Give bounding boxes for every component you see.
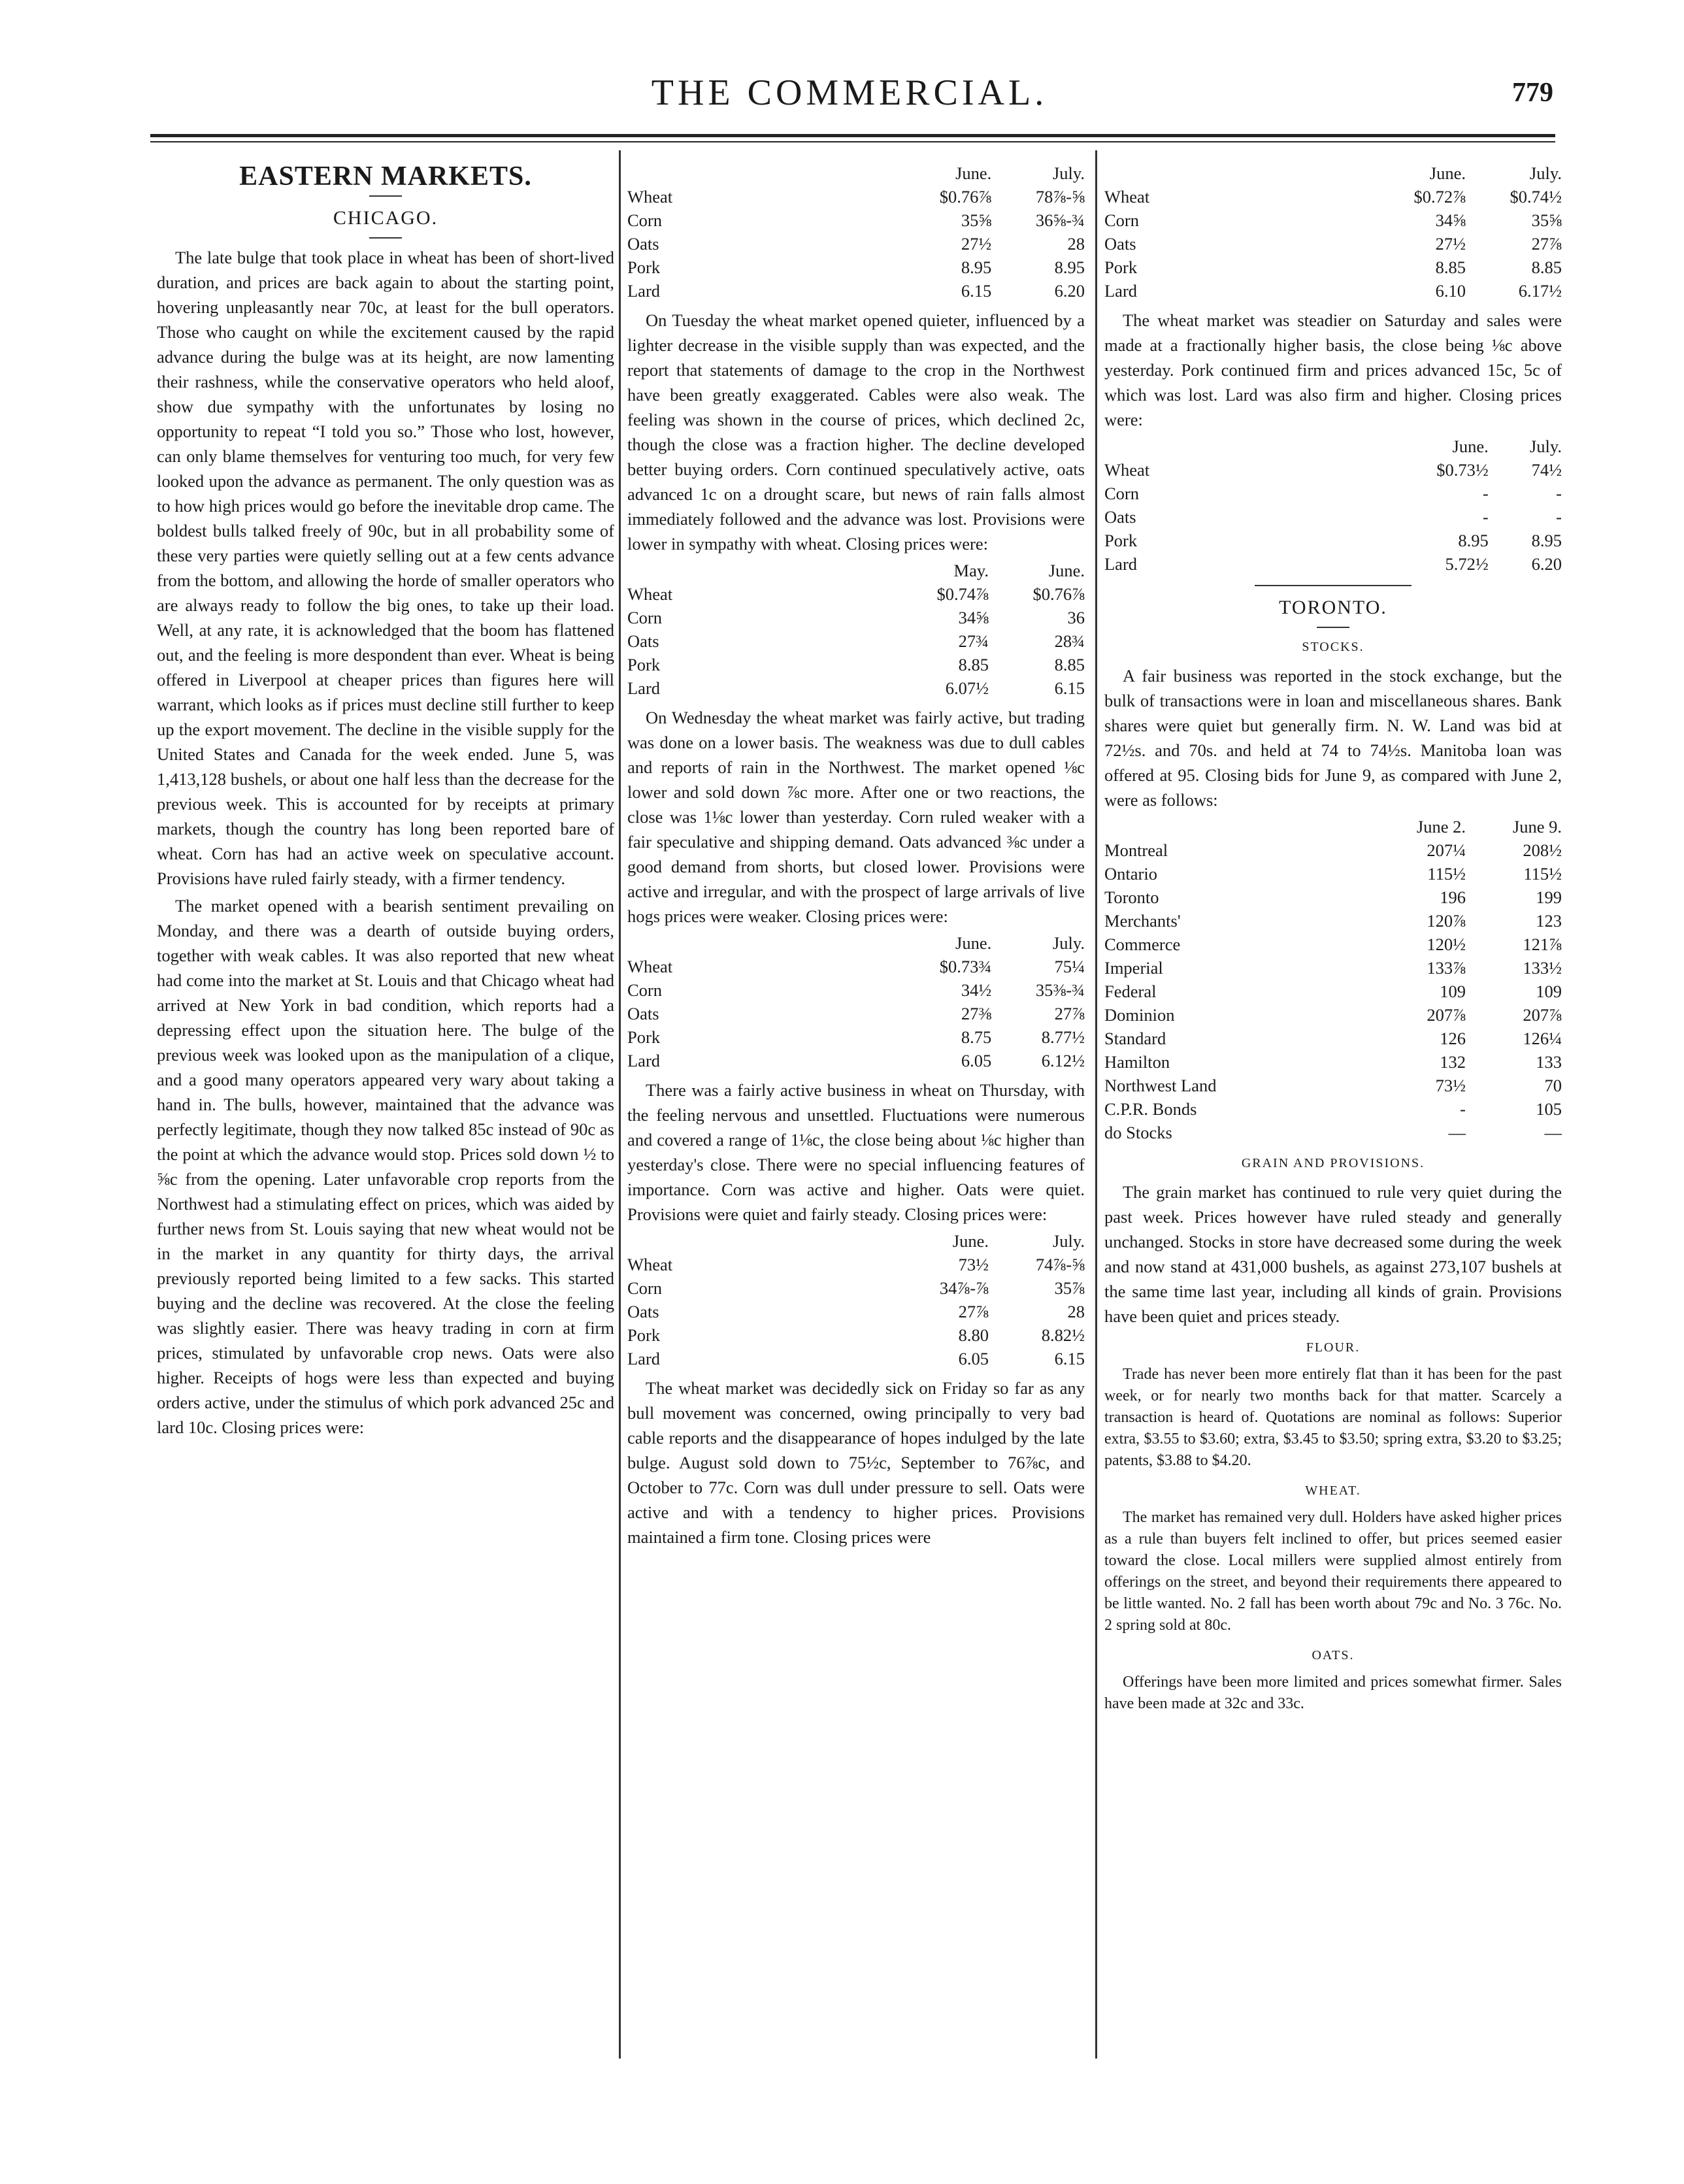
row-label: Wheat bbox=[627, 1255, 673, 1274]
row-label: Montreal bbox=[1104, 840, 1168, 860]
table-row bbox=[1104, 956, 1562, 980]
cell-value: 115½ bbox=[1427, 864, 1466, 884]
table-row bbox=[1104, 933, 1562, 956]
table-row bbox=[1104, 1097, 1562, 1121]
cell-value bbox=[627, 1229, 893, 1253]
header-row bbox=[627, 1229, 1085, 1253]
col-head: June. bbox=[952, 1231, 989, 1251]
cell-value: 8.95 bbox=[1531, 531, 1562, 550]
col-head: July. bbox=[1052, 163, 1085, 183]
cell-value bbox=[1104, 435, 1370, 458]
cell-value bbox=[627, 559, 893, 582]
cell-value: — bbox=[1544, 1123, 1562, 1142]
cell-value: - bbox=[1556, 507, 1562, 527]
cell-value: 8.85 bbox=[1531, 257, 1562, 277]
table-row bbox=[627, 978, 1085, 1002]
row-label: Pork bbox=[627, 257, 661, 277]
cell-value: 8.85 bbox=[958, 655, 989, 674]
paragraph: The grain market has continued to rule very quiet during the past week. Prices however have ruled steady and generally unchanged. Stocks in store have decreased some during the week and now stand at 431,000 bushels, as against 273,107 bushels at the same time last year, including all kinds of grain. Provisions have been quiet and prices steady. bbox=[1104, 1182, 1562, 1326]
table-row bbox=[627, 1323, 1085, 1347]
row-label: Merchants' bbox=[1104, 911, 1181, 931]
cell-value: 27⅞ bbox=[1531, 234, 1562, 254]
cell-value bbox=[1104, 161, 1370, 185]
col-head: July. bbox=[1529, 163, 1562, 183]
col-head: June. bbox=[1048, 561, 1085, 580]
table-row bbox=[1104, 256, 1562, 279]
price-table bbox=[627, 559, 1085, 700]
column-rule bbox=[1095, 150, 1097, 2059]
column-3 bbox=[1104, 160, 1562, 1717]
paragraph: On Tuesday the wheat market opened quieter, influenced by a lighter decrease in the visible supply than was expected, and the report that statements of damage to the crop in the Northwest have been greatly exaggerated. Cables were also weak. The feeling was shown in the course of prices, which declined 2c, though the close was a fraction higher. The decline developed better buying orders. Corn continued speculatively active, oats advanced 1c on a drought scare, but news of rain falls almost immediately followed and the advance was lost. Provisions were lower in sympathy with wheat. Closing prices were: bbox=[627, 310, 1085, 554]
header-rule bbox=[150, 134, 1555, 137]
header-row bbox=[627, 161, 1085, 185]
row-label: Ontario bbox=[1104, 864, 1157, 884]
cell-value: 34⅞-⅞ bbox=[939, 1278, 989, 1298]
column-1 bbox=[157, 160, 614, 1442]
cell-value: 199 bbox=[1536, 887, 1562, 907]
cell-value: 35⅜-¾ bbox=[1035, 980, 1085, 1000]
table-row bbox=[627, 1276, 1085, 1300]
divider bbox=[369, 195, 402, 197]
cell-value: 105 bbox=[1536, 1099, 1562, 1119]
row-label: Oats bbox=[1104, 507, 1136, 527]
cell-value: 36 bbox=[1067, 608, 1085, 627]
cell-value: 8.95 bbox=[1054, 257, 1085, 277]
column-2 bbox=[627, 160, 1085, 1552]
cell-value: $0.74⅞ bbox=[936, 584, 989, 604]
cell-value: - bbox=[1460, 1099, 1466, 1119]
cell-value: 27½ bbox=[1435, 234, 1466, 254]
row-label: Oats bbox=[1104, 234, 1136, 254]
cell-value: 34⅝ bbox=[958, 608, 989, 627]
paragraph: The market opened with a bearish sentiment prevailing on Monday, and there was a dearth of outside buying orders, together with weak cables. It was also reported that new wheat had come into the market at St. Louis and that Chicago wheat had arrived at New York in bad condition, which reports had a depressing effect upon the situation here. The bulge of the previous week was looked upon as the manipulation of a clique, and a good many operators appeared very wary about taking a hand in. The bulls, however, maintained that the advance was perfectly legitimate, though they now talked 85c instead of 90c as the point at which the advance would stop. Prices sold down ½ to ⅝c from the opening. Later unfavorable crop reports from the Northwest had a stimulating effect on prices, which was aided by further news from St. Louis saying that new wheat would not be in the market in any quantity for thirty days, the arrival previously reported being limited to a few sacks. This started buying and the decline was recovered. At the close the feeling was slightly easier. There was heavy trading in corn at firm prices, stimulated by unfavorable crop news. Oats were also higher. Receipts of hogs were less than expected and buying orders active, under the stimulus of which pork advanced 25c and lard 10c. Closing prices were: bbox=[157, 896, 614, 1437]
cell-value bbox=[627, 931, 893, 955]
row-label: Commerce bbox=[1104, 935, 1181, 954]
row-label: do Stocks bbox=[1104, 1123, 1172, 1142]
row-label: Federal bbox=[1104, 982, 1157, 1001]
cell-value: 27⅞ bbox=[1054, 1004, 1085, 1023]
cell-value: $0.76⅞ bbox=[1032, 584, 1085, 604]
cell-value: 207⅞ bbox=[1427, 1005, 1466, 1025]
table-row bbox=[1104, 1121, 1562, 1144]
table-row bbox=[627, 629, 1085, 653]
cell-value: 6.15 bbox=[1054, 678, 1085, 698]
cell-value: 70 bbox=[1544, 1076, 1562, 1095]
subsection-heading: WHEAT. bbox=[1305, 1483, 1361, 1498]
cell-value: 35⅝ bbox=[961, 210, 992, 230]
subsection-heading: STOCKS. bbox=[1302, 640, 1364, 654]
cell-value: $0.76⅞ bbox=[939, 187, 992, 207]
cell-value: 6.12½ bbox=[1041, 1051, 1085, 1070]
row-label: C.P.R. Bonds bbox=[1104, 1099, 1197, 1119]
cell-value: 34½ bbox=[961, 980, 992, 1000]
cell-value: 115½ bbox=[1523, 864, 1562, 884]
cell-value: 8.85 bbox=[1435, 257, 1466, 277]
row-label: Pork bbox=[1104, 257, 1138, 277]
cell-value: 132 bbox=[1440, 1052, 1466, 1072]
cell-value: 74⅞-⅝ bbox=[1035, 1255, 1085, 1274]
row-label: Wheat bbox=[1104, 460, 1150, 480]
cell-value: 8.95 bbox=[961, 257, 992, 277]
row-label: Corn bbox=[627, 980, 662, 1000]
cell-value: 6.20 bbox=[1531, 554, 1562, 574]
table-row bbox=[627, 1253, 1085, 1276]
cell-value: 74½ bbox=[1531, 460, 1562, 480]
cell-value: — bbox=[1448, 1123, 1466, 1142]
cell-value: 6.20 bbox=[1054, 281, 1085, 301]
subsection-heading: GRAIN AND PROVISIONS. bbox=[1241, 1156, 1425, 1170]
col-head: June. bbox=[955, 933, 992, 953]
table-row bbox=[627, 955, 1085, 978]
row-label: Pork bbox=[627, 1027, 661, 1047]
table-row bbox=[1104, 885, 1562, 909]
page-number: 779 bbox=[1512, 78, 1553, 108]
paragraph: Trade has never been more entirely flat than it has been for the past week, or for nearly two months back for that matter. Scarcely a transaction is heard of. Quotations are nominal as follows: Superior extra, $3.55 to $3.60; extra, $3.45 to $3.50; spring extra, $3.20 to $3.25; patents, $3.88 to $4.20. bbox=[1104, 1366, 1562, 1469]
cell-value: 28 bbox=[1067, 1302, 1085, 1321]
cell-value: 28 bbox=[1067, 234, 1085, 254]
row-label: Lard bbox=[627, 1349, 661, 1368]
divider bbox=[1255, 585, 1412, 586]
table-row bbox=[627, 185, 1085, 208]
cell-value: 207¼ bbox=[1427, 840, 1466, 860]
column-rule bbox=[619, 150, 621, 2059]
cell-value: 6.10 bbox=[1435, 281, 1466, 301]
row-label: Lard bbox=[1104, 281, 1138, 301]
city-heading: TORONTO. bbox=[1279, 597, 1387, 618]
cell-value: 6.17½ bbox=[1518, 281, 1562, 301]
cell-value: 27⅞ bbox=[958, 1302, 989, 1321]
row-label: Lard bbox=[627, 1051, 661, 1070]
table-row bbox=[627, 1025, 1085, 1049]
cell-value: 8.85 bbox=[1054, 655, 1085, 674]
row-label: Corn bbox=[627, 210, 662, 230]
cell-value: $0.73¾ bbox=[939, 957, 992, 976]
cell-value: 126¼ bbox=[1523, 1029, 1562, 1048]
paragraph: The late bulge that took place in wheat has been of short-lived duration, and prices are back again to about the starting point, hovering unpleasantly near 70c, at least for the bull operators. Those who caught on while the excitement caused by the rapid advance during the bulge was at its height, are now lamenting their rashness, while the conservative operators who held aloof, show due sympathy with the unfortunates by losing no opportunity to repeat “I told you so.” Those who lost, however, can only blame themselves for venturing too much, for very few looked upon the advance as permanent. The only question was as to how high prices would go before the inevitable drop came. The boldest bulls talked freely of 90c, but in all probability some of these very parties were quietly selling out at a few cents advance from the bottom, and allowing the horde of smaller operators who are always ready to follow the big ones, to take up their load. Well, at any rate, it is acknowledged that the boom has flattened out, and the feeling is more despondent than ever. Wheat is being offered in Liverpool at cheaper prices than figures here will warrant, which looks as if prices must decline still further to keep up the export movement. The decline in the visible supply for the United States and Canada for the week ended. June 5, was 1,413,128 bushels, or about one half less than the decrease for the previous week. This is accounted for by receipts at primary markets, though the country has long been reported bare of wheat. Corn has had an active week on speculative account. Provisions have ruled fairly steady, with a firmer tendency. bbox=[157, 248, 614, 888]
cell-value: 6.15 bbox=[1054, 1349, 1085, 1368]
row-label: Corn bbox=[627, 608, 662, 627]
table-row bbox=[1104, 838, 1562, 862]
table-row bbox=[627, 1347, 1085, 1370]
price-table bbox=[627, 931, 1085, 1072]
cell-value: 5.72½ bbox=[1445, 554, 1489, 574]
table-row bbox=[1104, 458, 1562, 482]
cell-value: 27⅜ bbox=[961, 1004, 992, 1023]
cell-value: 8.77½ bbox=[1041, 1027, 1085, 1047]
row-label: Lard bbox=[627, 281, 661, 301]
table-row bbox=[1104, 279, 1562, 303]
table-row bbox=[627, 256, 1085, 279]
cell-value: 27½ bbox=[961, 234, 992, 254]
table-row bbox=[627, 208, 1085, 232]
row-label: Oats bbox=[627, 234, 659, 254]
cell-value: 8.82½ bbox=[1041, 1325, 1085, 1345]
cell-value: - bbox=[1482, 507, 1489, 527]
table-row bbox=[1104, 1050, 1562, 1074]
table-row bbox=[1104, 232, 1562, 256]
cell-value: 8.95 bbox=[1458, 531, 1489, 550]
cell-value: 6.05 bbox=[961, 1051, 992, 1070]
cell-value: 73½ bbox=[1435, 1076, 1466, 1095]
row-label: Oats bbox=[627, 631, 659, 651]
table-row bbox=[1104, 1074, 1562, 1097]
header-row bbox=[627, 931, 1085, 955]
table-row bbox=[1104, 862, 1562, 885]
row-label: Lard bbox=[1104, 554, 1138, 574]
header-row bbox=[1104, 815, 1562, 838]
cell-value: 73½ bbox=[958, 1255, 989, 1274]
table-row bbox=[1104, 1027, 1562, 1050]
cell-value: 109 bbox=[1440, 982, 1466, 1001]
cell-value: 75¼ bbox=[1054, 957, 1085, 976]
cell-value bbox=[627, 161, 893, 185]
cell-value: 8.75 bbox=[961, 1027, 992, 1047]
subsection-heading: OATS. bbox=[1312, 1648, 1355, 1663]
row-label: Imperial bbox=[1104, 958, 1163, 978]
cell-value: 109 bbox=[1536, 982, 1562, 1001]
header-row bbox=[1104, 435, 1562, 458]
paragraph: The wheat market was steadier on Saturday and sales were made at a fractionally higher basis, the close being ⅛c above yesterday. Pork continued firm and prices advanced 15c, 5c of which was lost. Lard was also firm and higher. Closing prices were: bbox=[1104, 310, 1562, 429]
table-row bbox=[1104, 1003, 1562, 1027]
cell-value: 6.07½ bbox=[945, 678, 989, 698]
col-head: June 9. bbox=[1512, 817, 1562, 836]
divider bbox=[1317, 627, 1349, 628]
cell-value: 6.05 bbox=[958, 1349, 989, 1368]
table-row bbox=[627, 1049, 1085, 1072]
row-label: Lard bbox=[627, 678, 661, 698]
col-head: June. bbox=[1429, 163, 1466, 183]
table-row bbox=[627, 1300, 1085, 1323]
table-row bbox=[1104, 482, 1562, 505]
row-label: Toronto bbox=[1104, 887, 1159, 907]
cell-value: 133 bbox=[1536, 1052, 1562, 1072]
row-label: Oats bbox=[627, 1004, 659, 1023]
row-label: Wheat bbox=[1104, 187, 1150, 207]
row-label: Wheat bbox=[627, 957, 673, 976]
cell-value: 6.15 bbox=[961, 281, 992, 301]
row-label: Oats bbox=[627, 1302, 659, 1321]
paragraph: On Wednesday the wheat market was fairly active, but trading was done on a lower basis. The weakness was due to dull cables and reports of rain in the Northwest. The market opened ⅛c lower and sold down ⅞c more. After one or two reactions, the close was 1⅛c lower than yesterday. Corn ruled weaker with a fair speculative and shipping demand. Oats advanced ⅜c under a good demand from shorts, but closed lower. Provisions were active and irregular, and with the prospect of large arrivals of live hogs prices were weaker. Closing prices were: bbox=[627, 708, 1085, 926]
table-row bbox=[1104, 529, 1562, 552]
cell-value: 8.80 bbox=[958, 1325, 989, 1345]
price-table bbox=[627, 1229, 1085, 1370]
paragraph: A fair business was reported in the stock exchange, but the bulk of transactions were in loan and miscellaneous shares. Bank shares were quiet but generally firm. N. W. Land was bid at 72½s. and 70s. and held at 74 to 74½s. Manitoba loan was offered at 95. Closing bids for June 9, as compared with June 2, were as follows: bbox=[1104, 666, 1562, 810]
cell-value: $0.72⅞ bbox=[1413, 187, 1466, 207]
table-row bbox=[627, 582, 1085, 606]
cell-value: 126 bbox=[1440, 1029, 1466, 1048]
row-label: Wheat bbox=[627, 187, 673, 207]
cell-value: 133⅞ bbox=[1427, 958, 1466, 978]
cell-value: - bbox=[1556, 484, 1562, 503]
price-table bbox=[1104, 435, 1562, 576]
price-table bbox=[627, 161, 1085, 303]
cell-value: 123 bbox=[1536, 911, 1562, 931]
cell-value: 120½ bbox=[1427, 935, 1466, 954]
cell-value bbox=[1104, 815, 1370, 838]
cell-value: 78⅞-⅝ bbox=[1035, 187, 1085, 207]
header-rule-thin bbox=[150, 141, 1555, 142]
table-row bbox=[627, 232, 1085, 256]
cell-value: 120⅞ bbox=[1427, 911, 1466, 931]
table-row bbox=[1104, 208, 1562, 232]
paragraph: Offerings have been more limited and prices somewhat firmer. Sales have been made at 32c and 33c. bbox=[1104, 1674, 1562, 1712]
cell-value: $0.74½ bbox=[1510, 187, 1562, 207]
table-row bbox=[1104, 185, 1562, 208]
table-row bbox=[627, 676, 1085, 700]
masthead-title: THE COMMERCIAL. bbox=[651, 73, 1048, 113]
col-head: July. bbox=[1529, 437, 1562, 456]
header-row bbox=[627, 559, 1085, 582]
cell-value: 27¾ bbox=[958, 631, 989, 651]
cell-value: - bbox=[1482, 484, 1489, 503]
row-label: Northwest Land bbox=[1104, 1076, 1217, 1095]
col-head: June 2. bbox=[1416, 817, 1466, 836]
city-heading: CHICAGO. bbox=[333, 207, 438, 229]
paragraph: The wheat market was decidedly sick on Friday so far as any bull movement was concerned, owing principally to very bad cable reports and the disappearance of hopes indulged by the late bulge. August sold down to 75½c, September to 76⅞c, and October to 77c. Corn was dull under pressure to sell. Oats were active and with a tendency to higher prices. Provisions maintained a firm tone. Closing prices were bbox=[627, 1378, 1085, 1547]
row-label: Pork bbox=[627, 655, 661, 674]
row-label: Corn bbox=[1104, 484, 1139, 503]
table-row bbox=[1104, 505, 1562, 529]
table-row bbox=[627, 653, 1085, 676]
subsection-heading: FLOUR. bbox=[1306, 1340, 1361, 1355]
stock-table bbox=[1104, 815, 1562, 1144]
cell-value: $0.73½ bbox=[1436, 460, 1489, 480]
paragraph: The market has remained very dull. Holders have asked higher prices as a rule than buyers felt inclined to offer, but prices seemed easier toward the close. Local millers were supplied almost entirely from offerings on the street, and beyond their requirements there appeared to be little wanted. No. 2 fall has been worth about 79c and No. 3 76c. No. 2 spring sold at 80c. bbox=[1104, 1509, 1562, 1634]
divider bbox=[369, 237, 402, 239]
row-label: Hamilton bbox=[1104, 1052, 1170, 1072]
table-row bbox=[1104, 552, 1562, 576]
cell-value: 34⅝ bbox=[1435, 210, 1466, 230]
table-row bbox=[1104, 980, 1562, 1003]
price-table bbox=[1104, 161, 1562, 303]
header-row bbox=[1104, 161, 1562, 185]
col-head: June. bbox=[1452, 437, 1489, 456]
cell-value: 28¾ bbox=[1054, 631, 1085, 651]
paragraph: There was a fairly active business in wheat on Thursday, with the feeling nervous and unsettled. Fluctuations were numerous and covered a range of 1⅛c, the close being about ⅛c higher than yesterday's close. There were no special influencing features of importance. Corn was active and higher. Oats were quiet. Provisions were quiet and fairly steady. Closing prices were: bbox=[627, 1080, 1085, 1224]
cell-value: 35⅝ bbox=[1531, 210, 1562, 230]
table-row bbox=[627, 1002, 1085, 1025]
col-head: June. bbox=[955, 163, 992, 183]
section-heading: EASTERN MARKETS. bbox=[239, 161, 532, 191]
cell-value: 208½ bbox=[1523, 840, 1562, 860]
row-label: Corn bbox=[627, 1278, 662, 1298]
cell-value: 196 bbox=[1440, 887, 1466, 907]
table-row bbox=[627, 606, 1085, 629]
cell-value: 35⅞ bbox=[1054, 1278, 1085, 1298]
row-label: Standard bbox=[1104, 1029, 1166, 1048]
row-label: Corn bbox=[1104, 210, 1139, 230]
table-row bbox=[1104, 909, 1562, 933]
row-label: Wheat bbox=[627, 584, 673, 604]
cell-value: 207⅞ bbox=[1523, 1005, 1562, 1025]
row-label: Dominion bbox=[1104, 1005, 1175, 1025]
cell-value: 121⅞ bbox=[1523, 935, 1562, 954]
cell-value: 133½ bbox=[1523, 958, 1562, 978]
col-head: July. bbox=[1052, 1231, 1085, 1251]
col-head: May. bbox=[953, 561, 989, 580]
table-row bbox=[627, 279, 1085, 303]
row-label: Pork bbox=[627, 1325, 661, 1345]
cell-value: 36⅝-¾ bbox=[1035, 210, 1085, 230]
row-label: Pork bbox=[1104, 531, 1138, 550]
col-head: July. bbox=[1052, 933, 1085, 953]
